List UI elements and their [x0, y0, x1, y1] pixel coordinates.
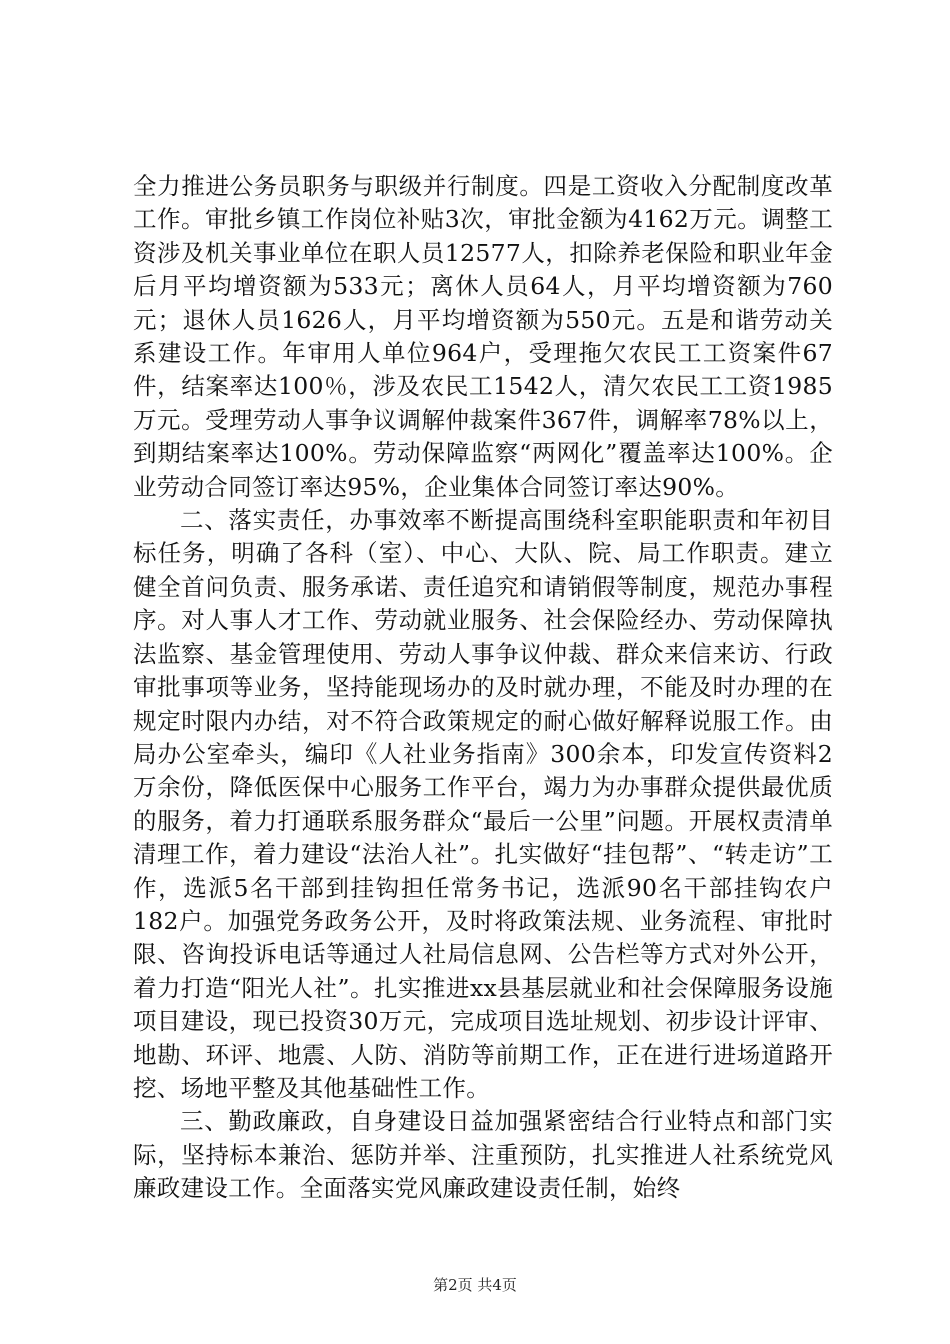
- paragraph-1: 全力推进公务员职务与职级并行制度。四是工资收入分配制度改革工作。审批乡镇工作岗位补贴3次，审批金额为4162万元。调整工资涉及机关事业单位在职人员12577人，扣除养老保险和职业年金后月平均增资额为533元；离休人员64人，月平均增资额为760元；退休人员1626人，月平均增资额为550元。五是和谐劳动关系建设工作。年审用人单位964户，受理拖欠农民工工资案件67件，结案率达100％，涉及农民工1542人，清欠农民工工资1985万元。受理劳动人事争议调解仲裁案件367件，调解率78%以上，到期结案率达100%。劳动保障监察“两网化”覆盖率达100%。企业劳动合同签订率达95%，企业集体合同签订率达90%。: [133, 172, 833, 501]
- paragraph-2: 二、落实责任，办事效率不断提高围绕科室职能职责和年初目标任务，明确了各科（室）、中心、大队、院、局工作职责。建立健全首问负责、服务承诺、责任追究和请销假等制度，规范办事程序。对人事人才工作、劳动就业服务、社会保险经办、劳动保障执法监察、基金管理使用、劳动人事争议仲裁、群众来信来访、行政审批事项等业务，坚持能现场办的及时就办理，不能及时办理的在规定时限内办结，对不符合政策规定的耐心做好解释说服工作。由局办公室牵头，编印《人社业务指南》300余本，印发宣传资料2万余份，降低医保中心服务工作平台，竭力为办事群众提供最优质的服务，着力打通联系服务群众“最后一公里”问题。开展权责清单清理工作，着力建设“法治人社”。扎实做好“挂包帮”、“转走访”工作，选派5名干部到挂钩担任常务书记，选派90名干部挂钩农户182户。加强党务政务公开，及时将政策法规、业务流程、审批时限、咨询投诉电话等通过人社局信息网、公告栏等方式对外公开，着力打造“阳光人社”。扎实推进xx县基层就业和社会保障服务设施项目建设，现已投资30万元，完成项目选址规划、初步设计评审、地勘、环评、地震、人防、消防等前期工作，正在进行进场道路开挖、场地平整及其他基础性工作。: [133, 506, 833, 1102]
- paragraph-3: 三、勤政廉政，自身建设日益加强紧密结合行业特点和部门实际，坚持标本兼治、惩防并举、注重预防，扎实推进人社系统党风廉政建设工作。全面落实党风廉政建设责任制，始终: [133, 1107, 833, 1203]
- page-number-footer: 第2页 共4页: [433, 1276, 517, 1294]
- document-body: [133, 170, 833, 1206]
